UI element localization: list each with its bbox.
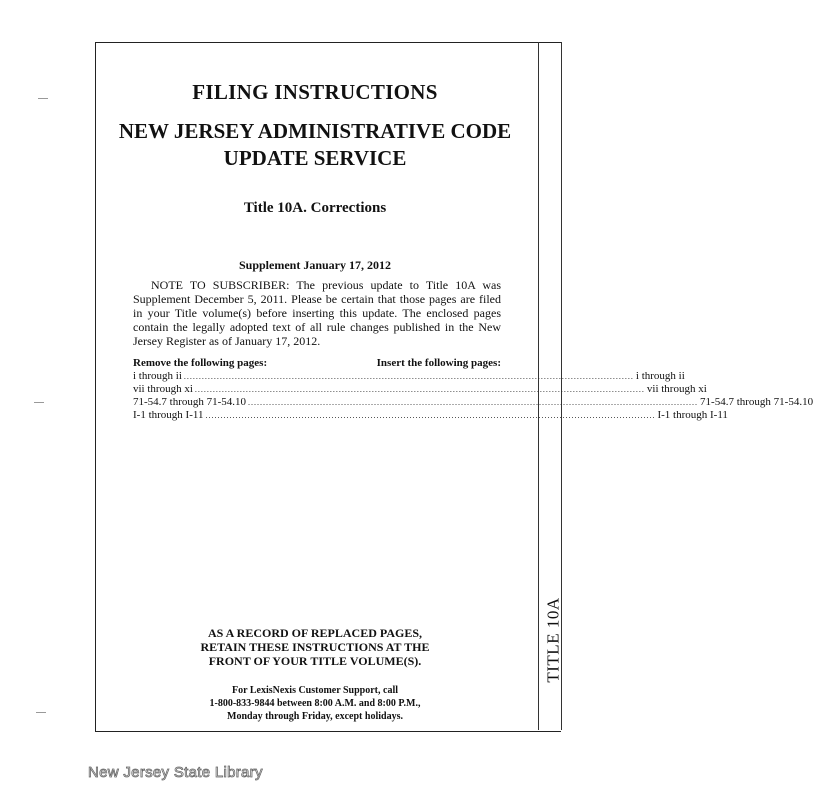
- supplement-date: Supplement January 17, 2012: [238, 258, 392, 272]
- pages-table-header: [133, 357, 501, 370]
- dot-leader: ......................................................................................................................................................: [205, 411, 656, 420]
- title-side-tab: [530, 590, 578, 690]
- remove-header: Remove the following pages:: [133, 357, 268, 369]
- dot-leader: ......................................................................................................................................................: [248, 398, 699, 407]
- pages-row: [133, 370, 685, 383]
- insert-range: vii through xi: [646, 383, 707, 395]
- record-line: RETAIN THESE INSTRUCTIONS AT THE: [200, 640, 430, 654]
- library-watermark: New Jersey State Library: [88, 764, 263, 781]
- pages-row: [133, 396, 813, 409]
- title-section: Title 10A. Corrections: [243, 200, 387, 216]
- record-line: AS A RECORD OF REPLACED PAGES,: [207, 626, 423, 640]
- subscriber-note: NOTE TO SUBSCRIBER: The previous update to Title 10A was Supplement December 5, 2011. Please be certain that those pages are filed in your Title volume(s) before inserting this update. The enclosed pages contain the legally adopted text of all rule changes published in the New Jersey Register as of January 17, 2012.: [133, 278, 501, 348]
- insert-range: I-1 through I-11: [657, 409, 728, 421]
- scan-speck: [34, 402, 44, 403]
- subtitle-line: NEW JERSEY ADMINISTRATIVE CODE: [118, 119, 512, 143]
- support-line: 1-800-833-9844 between 8:00 A.M. and 8:00 P.M.,: [209, 698, 421, 709]
- pages-row: [133, 383, 707, 396]
- remove-range: 71-54.7 through 71-54.10: [133, 396, 247, 408]
- record-notice: [100, 626, 530, 668]
- pages-table: [133, 357, 813, 422]
- support-line: For LexisNexis Customer Support, call: [231, 685, 398, 696]
- customer-support: [100, 684, 530, 723]
- subtitle-line: UPDATE SERVICE: [223, 146, 407, 170]
- insert-range: i through ii: [635, 370, 685, 382]
- insert-range: 71-54.7 through 71-54.10: [700, 396, 813, 408]
- remove-range: vii through xi: [133, 383, 193, 395]
- document-title: FILING INSTRUCTIONS: [192, 80, 438, 104]
- dot-leader: ......................................................................................................................................................: [183, 372, 634, 381]
- scan-speck: [36, 712, 46, 713]
- insert-header: Insert the following pages:: [376, 357, 501, 369]
- remove-range: I-1 through I-11: [133, 409, 204, 421]
- support-line: Monday through Friday, except holidays.: [227, 711, 403, 722]
- pages-row: [133, 409, 728, 422]
- side-tab-label: TITLE 10A: [544, 597, 564, 683]
- scan-speck: [38, 98, 48, 99]
- dot-leader: ......................................................................................................................................................: [194, 385, 645, 394]
- record-line: FRONT OF YOUR TITLE VOLUME(S).: [208, 654, 422, 668]
- document-subtitle: [100, 118, 530, 172]
- remove-range: i through ii: [133, 370, 182, 382]
